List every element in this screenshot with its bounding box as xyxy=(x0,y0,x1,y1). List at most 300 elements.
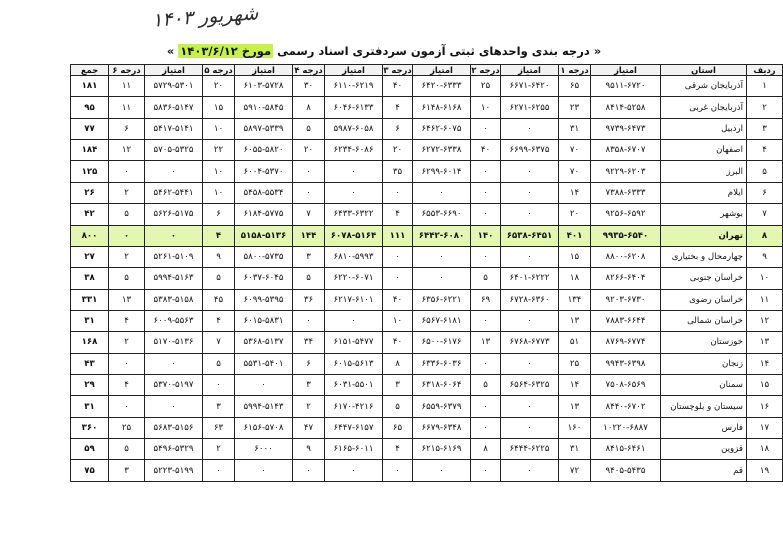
table-row xyxy=(71,118,783,139)
cell-grade-3: ۰ xyxy=(383,246,413,267)
cell-row-number: ۶ xyxy=(747,182,783,203)
cell-grade-4: ۷ xyxy=(293,204,325,225)
cell-row-number: ۱۶ xyxy=(747,396,783,417)
cell-row-number: ۱۳ xyxy=(747,332,783,353)
cell-score-3: ۶۲۹۹-۶۰۱۴ xyxy=(413,161,471,182)
title-date-highlight: مورخ ۱۴۰۳/۶/۱۲ xyxy=(180,44,272,58)
cell-score-5: ۵۵۳۱-۵۴۰۱ xyxy=(235,353,293,374)
cell-score-4: ۶۲۲۰-۶۰۷۱ xyxy=(325,268,383,289)
cell-score-1: ۹۲۰۳-۶۷۳۰ xyxy=(591,289,661,310)
cell-grade-2: ۰ xyxy=(471,118,501,139)
cell-grade-2: ۵ xyxy=(471,268,501,289)
cell-total: ۱۸۱ xyxy=(71,76,109,97)
cell-score-2: ۰ xyxy=(501,182,559,203)
cell-grade-1: ۲۵ xyxy=(559,353,591,374)
cell-total: ۳۱ xyxy=(71,310,109,331)
cell-score-3: ۶۳۵۶-۶۲۲۱ xyxy=(413,289,471,310)
cell-row-number: ۱۴ xyxy=(747,353,783,374)
cell-grade-2: ۰ xyxy=(471,204,501,225)
cell-score-3: ۰ xyxy=(413,460,471,482)
table-row xyxy=(71,246,783,267)
header-grade-4: درجه ۴ xyxy=(294,65,323,75)
cell-grade-5: ۶۳ xyxy=(203,417,235,438)
cell-score-4: ۶۴۴۷-۶۱۵۷ xyxy=(325,417,383,438)
cell-grade-1: ۱۸ xyxy=(559,268,591,289)
cell-row-number: ۱۵ xyxy=(747,375,783,396)
cell-score-5: ۶۰۰۴-۵۳۷۰ xyxy=(235,161,293,182)
cell-score-2: ۰ xyxy=(501,118,559,139)
cell-score-4: ۶۰۳۱-۵۵۰۱ xyxy=(325,375,383,396)
table-row xyxy=(71,332,783,353)
cell-grade-4: ۰ xyxy=(293,460,325,482)
cell-score-4: ۶۱۷۰-۴۲۱۶ xyxy=(325,396,383,417)
cell-grade-3: ۵ xyxy=(383,396,413,417)
cell-score-1: ۹۹۴۳-۶۳۹۸ xyxy=(591,353,661,374)
cell-score-4: ۶۲۳۴-۶۰۸۶ xyxy=(325,140,383,161)
cell-grade-2: ۱۰ xyxy=(471,97,501,118)
title-suffix: » xyxy=(166,44,175,58)
cell-grade-6: ۴ xyxy=(109,310,145,331)
cell-province: البرز xyxy=(661,161,747,182)
cell-score-1: ۹۹۳۵-۶۵۴۰ xyxy=(591,225,661,246)
cell-score-3: ۶۵۶۷-۶۱۸۱ xyxy=(413,310,471,331)
cell-grade-4: ۳۰ xyxy=(293,76,325,97)
cell-grade-3: ۳۵ xyxy=(383,161,413,182)
header-score-2: امتیاز xyxy=(501,65,559,76)
cell-total: ۴۳ xyxy=(71,353,109,374)
cell-score-5: ۵۱۵۸-۵۱۳۶ xyxy=(235,225,293,246)
title-prefix: « درجه بندی واحدهای ثبتی آزمون سردفتری اسناد رسمی xyxy=(277,44,602,58)
cell-grade-2: ۱۴۰ xyxy=(471,225,501,246)
cell-total: ۱۸۴ xyxy=(71,140,109,161)
header-score-4: امتیاز xyxy=(325,65,383,76)
cell-grade-3: ۶ xyxy=(383,118,413,139)
cell-score-3: ۶۳۱۸-۶۰۶۴ xyxy=(413,375,471,396)
cell-grade-1: ۷۰ xyxy=(559,161,591,182)
table-row xyxy=(71,375,783,396)
table-row xyxy=(71,97,783,118)
cell-score-1: ۸۴۱۵-۶۴۶۱ xyxy=(591,439,661,460)
cell-score-1: ۹۴۰۵-۵۴۳۵ xyxy=(591,460,661,482)
cell-province: ایلام xyxy=(661,182,747,203)
cell-score-6: ۵۲۲۳-۵۱۹۹ xyxy=(145,460,203,482)
cell-score-5: ۵۸۰۰-۵۷۳۵ xyxy=(235,246,293,267)
cell-grade-5: ۱۰ xyxy=(203,161,235,182)
cell-grade-2: ۲۵ xyxy=(471,76,501,97)
cell-score-4: ۶۱۱۰-۶۲۱۹ xyxy=(325,76,383,97)
cell-score-1: ۷۳۸۸-۶۳۳۳ xyxy=(591,182,661,203)
cell-score-3: ۶۴۴۲-۶۰۸۰ xyxy=(413,225,471,246)
cell-row-number: ۲ xyxy=(747,97,783,118)
cell-grade-5: ۷ xyxy=(203,332,235,353)
cell-total: ۳۸ xyxy=(71,268,109,289)
cell-province: خراسان رضوی xyxy=(661,289,747,310)
cell-score-5: ۶۰۵۵-۵۸۲۰ xyxy=(235,140,293,161)
cell-grade-1: ۴۰۱ xyxy=(559,225,591,246)
cell-province: قم xyxy=(661,460,747,482)
cell-score-5: ۰ xyxy=(235,460,293,482)
cell-total: ۸۰۰ xyxy=(71,225,109,246)
cell-grade-4: ۱۴۴ xyxy=(293,225,325,246)
cell-score-3: ۶۱۴۸-۶۱۶۸ xyxy=(413,97,471,118)
cell-score-5: ۶۱۵۶-۵۷۰۸ xyxy=(235,417,293,438)
cell-score-3: ۰ xyxy=(413,268,471,289)
cell-province: آذربایجان شرقی xyxy=(661,76,747,97)
cell-total: ۱۲۵ xyxy=(71,161,109,182)
cell-grade-3: ۰ xyxy=(383,268,413,289)
header-grade-3: درجه ۳ xyxy=(383,65,412,75)
cell-grade-3: ۴ xyxy=(383,204,413,225)
cell-grade-2: ۰ xyxy=(471,310,501,331)
table-row xyxy=(71,417,783,438)
cell-total: ۷۵ xyxy=(71,460,109,482)
cell-score-5: ۵۸۹۷-۵۳۳۹ xyxy=(235,118,293,139)
cell-score-2: ۰ xyxy=(501,396,559,417)
cell-score-4: ۰ xyxy=(325,460,383,482)
cell-grade-6: ۲۵ xyxy=(109,417,145,438)
cell-score-1: ۸۲۶۶-۶۴۰۴ xyxy=(591,268,661,289)
cell-grade-1: ۷۲ xyxy=(559,460,591,482)
cell-total: ۳۱ xyxy=(71,396,109,417)
cell-score-2: ۶۴۴۴-۶۲۲۵ xyxy=(501,439,559,460)
cell-province: فارس xyxy=(661,417,747,438)
cell-grade-6: ۲ xyxy=(109,332,145,353)
cell-grade-2: ۸ xyxy=(471,439,501,460)
cell-grade-1: ۱۶۰ xyxy=(559,417,591,438)
cell-grade-4: ۲۰ xyxy=(293,140,325,161)
cell-score-6: ۵۷۲۹-۵۳۰۱ xyxy=(145,76,203,97)
table-row xyxy=(71,225,783,246)
cell-grade-1: ۲۳ xyxy=(559,97,591,118)
cell-score-1: ۸۳۵۸-۶۷۰۷ xyxy=(591,140,661,161)
cell-score-6: ۵۳۸۳-۵۱۵۸ xyxy=(145,289,203,310)
cell-score-2: ۶۵۶۴-۶۳۲۵ xyxy=(501,375,559,396)
cell-score-4: ۰ xyxy=(325,182,383,203)
cell-grade-6: ۰ xyxy=(109,225,145,246)
cell-score-1: ۹۷۳۹-۶۴۷۳ xyxy=(591,118,661,139)
cell-score-5: ۵۴۵۸-۵۵۳۴ xyxy=(235,182,293,203)
cell-grade-6: ۰ xyxy=(109,396,145,417)
table-row xyxy=(71,76,783,97)
cell-score-4: ۰ xyxy=(325,310,383,331)
cell-total: ۱۶۸ xyxy=(71,332,109,353)
cell-score-1: ۸۴۴۰-۶۷۰۲ xyxy=(591,396,661,417)
cell-score-1: ۸۴۱۴-۵۲۵۸ xyxy=(591,97,661,118)
cell-score-6: ۵۴۹۶-۵۳۲۹ xyxy=(145,439,203,460)
cell-row-number: ۱۹ xyxy=(747,460,783,482)
cell-grade-3: ۴ xyxy=(383,97,413,118)
cell-grade-2: ۰ xyxy=(471,396,501,417)
cell-score-6: ۵۹۹۴-۵۱۶۳ xyxy=(145,268,203,289)
cell-grade-4: ۴۷ xyxy=(293,417,325,438)
cell-row-number: ۴ xyxy=(747,140,783,161)
cell-grade-5: ۴۵ xyxy=(203,289,235,310)
cell-grade-4: ۳۴ xyxy=(293,332,325,353)
cell-grade-1: ۷۰ xyxy=(559,140,591,161)
cell-grade-2: ۰ xyxy=(471,353,501,374)
cell-grade-4: ۵ xyxy=(293,118,325,139)
cell-grade-6: ۶ xyxy=(109,118,145,139)
cell-score-6: ۵۸۳۶-۵۱۴۷ xyxy=(145,97,203,118)
cell-grade-3: ۴۰ xyxy=(383,332,413,353)
cell-score-3: ۶۵۵۹-۶۳۷۹ xyxy=(413,396,471,417)
table-row xyxy=(71,289,783,310)
header-score-1: امتیاز xyxy=(591,65,661,76)
cell-score-1: ۷۸۸۳-۶۶۴۴ xyxy=(591,310,661,331)
document-title xyxy=(0,44,768,58)
header-score-3: امتیاز xyxy=(413,65,471,76)
cell-row-number: ۸ xyxy=(747,225,783,246)
header-row-number: ردیف xyxy=(747,65,783,76)
cell-grade-5: ۶ xyxy=(203,204,235,225)
header-grade-1: درجه ۱ xyxy=(560,65,589,75)
cell-score-3: ۶۵۵۳-۶۶۹۰ xyxy=(413,204,471,225)
cell-score-4: ۶۰۴۶-۶۱۳۳ xyxy=(325,97,383,118)
cell-row-number: ۱ xyxy=(747,76,783,97)
cell-grade-2: ۱۳ xyxy=(471,332,501,353)
cell-grade-3: ۴۰ xyxy=(383,289,413,310)
cell-score-6: ۵۶۸۳-۵۱۵۶ xyxy=(145,417,203,438)
cell-row-number: ۳ xyxy=(747,118,783,139)
cell-score-1: ۱۰۲۲۰-۶۸۸۷ xyxy=(591,417,661,438)
cell-score-1: ۹۵۱۱-۶۷۲۰ xyxy=(591,76,661,97)
cell-grade-6: ۰ xyxy=(109,161,145,182)
table-row xyxy=(71,204,783,225)
cell-score-1: ۸۸۰۰-۶۲۰۸ xyxy=(591,246,661,267)
cell-score-4: ۶۱۵۱-۵۴۷۷ xyxy=(325,332,383,353)
cell-grade-1: ۱۳۴ xyxy=(559,289,591,310)
cell-grade-6: ۱۱ xyxy=(109,76,145,97)
cell-total: ۲۹ xyxy=(71,375,109,396)
cell-score-3: ۶۳۳۶-۶۰۳۶ xyxy=(413,353,471,374)
cell-score-6: ۵۷۰۵-۵۳۲۵ xyxy=(145,140,203,161)
cell-row-number: ۱۰ xyxy=(747,268,783,289)
cell-grade-1: ۲۰ xyxy=(559,204,591,225)
cell-score-4: ۶۸۱۰-۵۹۹۳ xyxy=(325,246,383,267)
cell-grade-2: ۴۰ xyxy=(471,140,501,161)
cell-grade-4: ۶ xyxy=(293,353,325,374)
cell-row-number: ۹ xyxy=(747,246,783,267)
table-row xyxy=(71,310,783,331)
cell-grade-3: ۴ xyxy=(383,439,413,460)
cell-grade-3: ۲۰ xyxy=(383,140,413,161)
table-body xyxy=(71,76,783,482)
cell-score-3: ۶۴۲۰-۶۳۳۳ xyxy=(413,76,471,97)
cell-grade-5: ۲ xyxy=(203,439,235,460)
cell-grade-4: ۸ xyxy=(293,97,325,118)
cell-grade-1: ۵۱ xyxy=(559,332,591,353)
cell-score-1: ۷۵۰۸-۶۵۶۹ xyxy=(591,375,661,396)
cell-score-2: ۰ xyxy=(501,460,559,482)
cell-score-2: ۰ xyxy=(501,204,559,225)
cell-row-number: ۱۲ xyxy=(747,310,783,331)
table-header-row xyxy=(71,65,783,76)
cell-grade-2: ۰ xyxy=(471,182,501,203)
cell-grade-5: ۰ xyxy=(203,375,235,396)
cell-row-number: ۷ xyxy=(747,204,783,225)
cell-grade-4: ۲ xyxy=(293,396,325,417)
cell-grade-3: ۳ xyxy=(383,375,413,396)
table-row xyxy=(71,182,783,203)
cell-grade-5: ۵ xyxy=(203,353,235,374)
cell-score-2: ۶۴۰۱-۶۲۲۲ xyxy=(501,268,559,289)
cell-score-2: ۶۲۷۱-۶۲۵۵ xyxy=(501,97,559,118)
cell-score-6: ۵۳۷۰-۵۱۹۷ xyxy=(145,375,203,396)
cell-grade-4: ۰ xyxy=(293,310,325,331)
cell-grade-5: ۴ xyxy=(203,225,235,246)
cell-grade-1: ۳۱ xyxy=(559,439,591,460)
cell-grade-2: ۰ xyxy=(471,460,501,482)
cell-grade-5: ۱۰ xyxy=(203,118,235,139)
cell-grade-3: ۱۰ xyxy=(383,310,413,331)
cell-score-6: ۰ xyxy=(145,396,203,417)
table-row xyxy=(71,140,783,161)
cell-grade-5: ۹ xyxy=(203,246,235,267)
cell-grade-6: ۱۱ xyxy=(109,97,145,118)
cell-grade-2: ۶۹ xyxy=(471,289,501,310)
cell-grade-5: ۳ xyxy=(203,396,235,417)
cell-grade-5: ۱۰ xyxy=(203,182,235,203)
table-row xyxy=(71,460,783,482)
cell-score-6: ۰ xyxy=(145,353,203,374)
cell-grade-4: ۵ xyxy=(293,268,325,289)
cell-grade-1: ۱۵ xyxy=(559,246,591,267)
table-row xyxy=(71,161,783,182)
cell-total: ۴۲ xyxy=(71,204,109,225)
cell-grade-2: ۰ xyxy=(471,417,501,438)
cell-score-3: ۰ xyxy=(413,182,471,203)
cell-province: خوزستان xyxy=(661,332,747,353)
cell-score-5: ۵۹۱۰-۵۸۴۵ xyxy=(235,97,293,118)
cell-province: خراسان شمالی xyxy=(661,310,747,331)
cell-total: ۳۶۰ xyxy=(71,417,109,438)
cell-score-1: ۹۲۵۶-۶۵۹۲ xyxy=(591,204,661,225)
cell-grade-6: ۱۲ xyxy=(109,140,145,161)
cell-province: چهارمحال و بختیاری xyxy=(661,246,747,267)
cell-grade-6: ۱۳ xyxy=(109,289,145,310)
cell-score-6: ۵۶۲۶-۵۱۷۵ xyxy=(145,204,203,225)
cell-score-1: ۸۷۶۹-۶۷۷۴ xyxy=(591,332,661,353)
cell-score-4: ۶۰۱۵-۵۶۱۳ xyxy=(325,353,383,374)
cell-grade-3: ۱۱۱ xyxy=(383,225,413,246)
table-row xyxy=(71,268,783,289)
cell-score-5: ۰ xyxy=(235,375,293,396)
cell-grade-1: ۳۱ xyxy=(559,118,591,139)
cell-province: اصفهان xyxy=(661,140,747,161)
cell-total: ۲۶ xyxy=(71,182,109,203)
table-row xyxy=(71,396,783,417)
cell-grade-5: ۰ xyxy=(203,460,235,482)
cell-score-2: ۰ xyxy=(501,353,559,374)
cell-grade-6: ۵ xyxy=(109,439,145,460)
cell-grade-6: ۲ xyxy=(109,182,145,203)
cell-province: زنجان xyxy=(661,353,747,374)
cell-province: سیستان و بلوچستان xyxy=(661,396,747,417)
cell-score-3: ۶۴۶۲-۶۰۷۵ xyxy=(413,118,471,139)
cell-grade-4: ۳ xyxy=(293,375,325,396)
cell-score-2: ۶۵۳۸-۶۴۵۱ xyxy=(501,225,559,246)
header-total: جمع xyxy=(71,65,109,76)
cell-score-4: ۶۴۳۳-۶۳۲۲ xyxy=(325,204,383,225)
cell-total: ۵۹ xyxy=(71,439,109,460)
cell-score-3: ۶۵۰۰-۶۱۷۶ xyxy=(413,332,471,353)
cell-grade-5: ۵ xyxy=(203,268,235,289)
header-grade-2: درجه ۲ xyxy=(471,65,500,75)
grading-table xyxy=(70,64,783,482)
cell-score-6: ۰ xyxy=(145,161,203,182)
cell-grade-3: ۴۰ xyxy=(383,76,413,97)
header-grade-5: درجه ۵ xyxy=(204,65,233,75)
cell-province: سمنان xyxy=(661,375,747,396)
cell-grade-3: ۸ xyxy=(383,353,413,374)
cell-grade-3: ۰ xyxy=(383,460,413,482)
cell-grade-3: ۰ xyxy=(383,182,413,203)
cell-score-4: ۶۱۶۵-۶۰۱۱ xyxy=(325,439,383,460)
cell-score-5: ۶۰۰۰ xyxy=(235,439,293,460)
cell-grade-4: ۰ xyxy=(293,161,325,182)
cell-score-5: ۶۰۹۹-۵۳۹۵ xyxy=(235,289,293,310)
cell-province: آذربایجان غربی xyxy=(661,97,747,118)
cell-grade-6: ۰ xyxy=(109,353,145,374)
cell-province: تهران xyxy=(661,225,747,246)
cell-row-number: ۱۱ xyxy=(747,289,783,310)
cell-province: خراسان جنوبی xyxy=(661,268,747,289)
cell-province: قزوین xyxy=(661,439,747,460)
cell-total: ۲۷ xyxy=(71,246,109,267)
cell-grade-2: ۰ xyxy=(471,246,501,267)
cell-score-5: ۵۳۶۸-۵۱۳۷ xyxy=(235,332,293,353)
cell-score-2: ۰ xyxy=(501,310,559,331)
cell-score-6: ۶۰۰۹-۵۵۶۳ xyxy=(145,310,203,331)
cell-score-2: ۶۶۷۱-۶۴۲۰ xyxy=(501,76,559,97)
cell-score-2: ۶۷۶۸-۶۷۷۳ xyxy=(501,332,559,353)
cell-grade-1: ۱۴ xyxy=(559,375,591,396)
cell-row-number: ۱۸ xyxy=(747,439,783,460)
cell-score-3: ۶۶۷۹-۶۳۴۸ xyxy=(413,417,471,438)
cell-score-1: ۹۲۲۹-۶۲۰۳ xyxy=(591,161,661,182)
cell-grade-1: ۱۳ xyxy=(559,310,591,331)
cell-grade-2: ۰ xyxy=(471,161,501,182)
cell-score-2: ۰ xyxy=(501,417,559,438)
cell-score-4: ۶۲۱۷-۶۱۰۱ xyxy=(325,289,383,310)
cell-row-number: ۱۷ xyxy=(747,417,783,438)
cell-score-2: ۰ xyxy=(501,246,559,267)
cell-score-5: ۶۱۸۴-۵۷۷۵ xyxy=(235,204,293,225)
cell-score-4: ۶۰۷۸-۵۱۶۴ xyxy=(325,225,383,246)
cell-grade-6: ۲ xyxy=(109,246,145,267)
header-province: استان xyxy=(661,65,747,76)
cell-grade-4: ۹ xyxy=(293,439,325,460)
cell-grade-4: ۳ xyxy=(293,246,325,267)
table-row xyxy=(71,353,783,374)
cell-grade-6: ۴ xyxy=(109,375,145,396)
cell-score-4: ۰ xyxy=(325,161,383,182)
cell-grade-5: ۲۰ xyxy=(203,76,235,97)
cell-grade-6: ۵ xyxy=(109,268,145,289)
cell-grade-6: ۵ xyxy=(109,204,145,225)
cell-province: اردبیل xyxy=(661,118,747,139)
cell-score-6: ۰ xyxy=(145,225,203,246)
cell-score-3: ۶۲۷۲-۶۳۳۸ xyxy=(413,140,471,161)
cell-score-4: ۵۹۸۷-۶۰۵۸ xyxy=(325,118,383,139)
cell-grade-5: ۲۲ xyxy=(203,140,235,161)
cell-grade-3: ۶۵ xyxy=(383,417,413,438)
cell-score-3: ۰ xyxy=(413,246,471,267)
cell-score-6: ۵۲۶۱-۵۱۰۹ xyxy=(145,246,203,267)
cell-score-6: ۵۱۷۰-۵۱۳۶ xyxy=(145,332,203,353)
cell-province: بوشهر xyxy=(661,204,747,225)
cell-grade-4: ۳۶ xyxy=(293,289,325,310)
